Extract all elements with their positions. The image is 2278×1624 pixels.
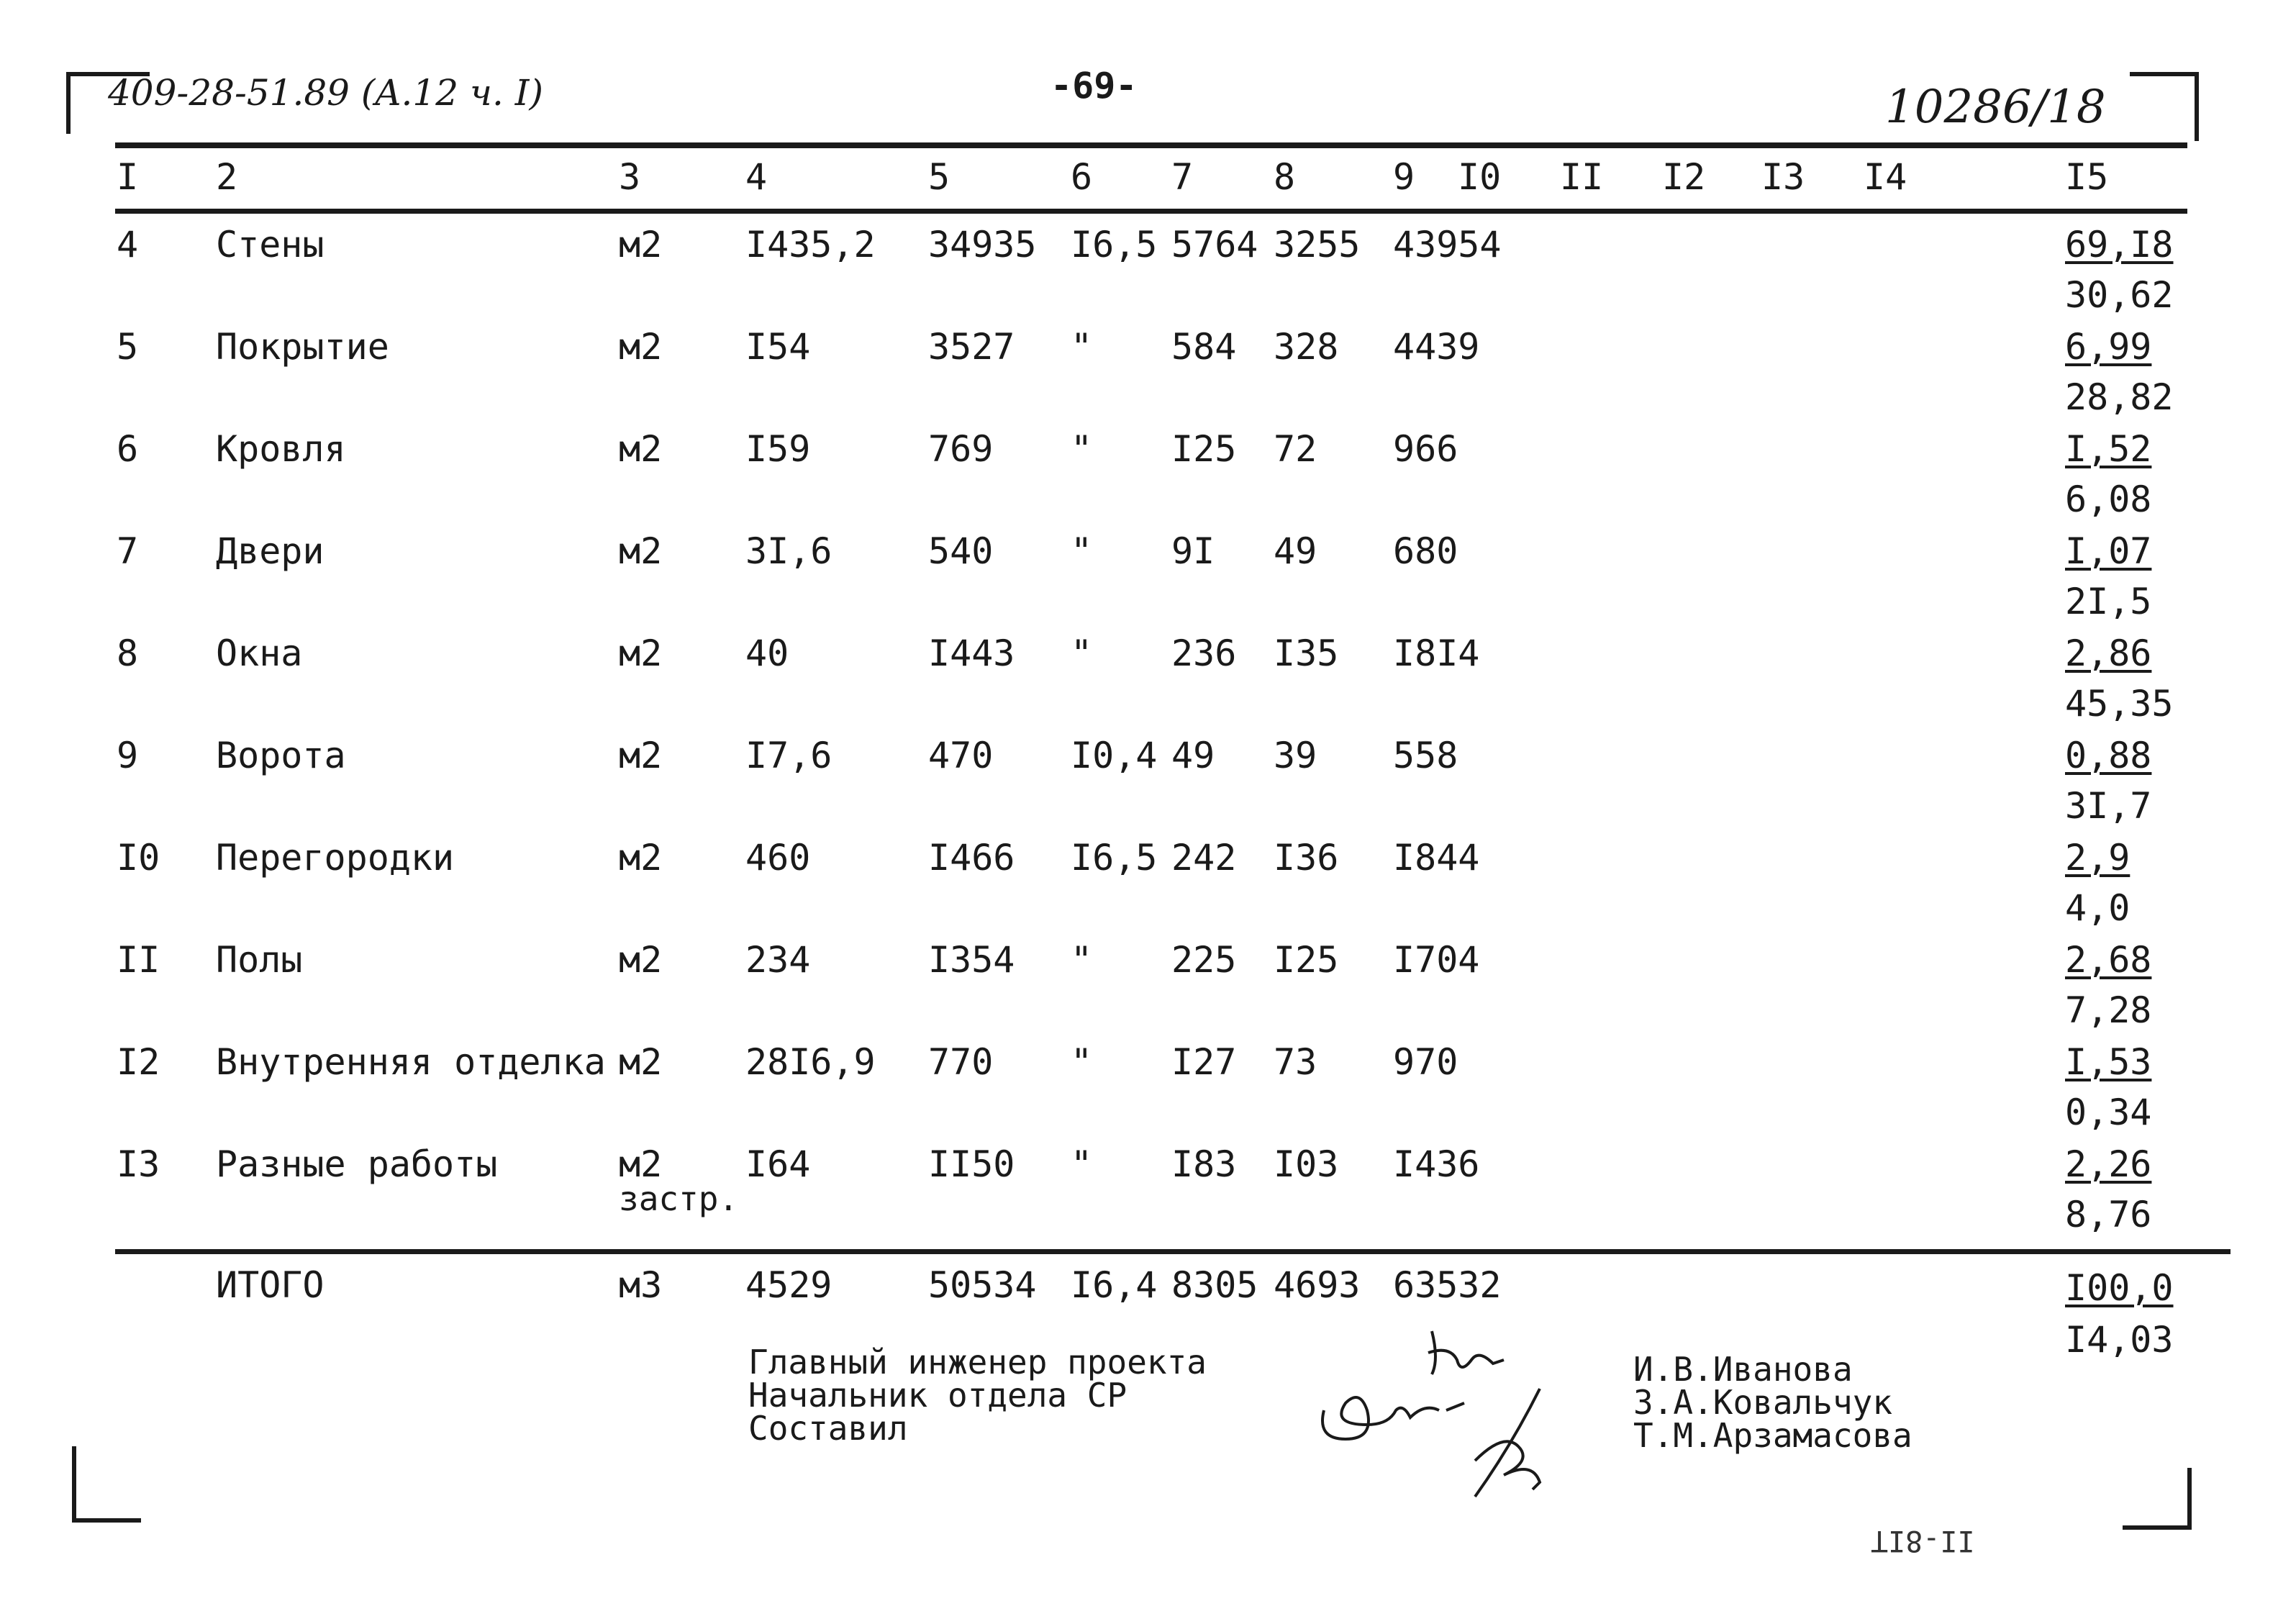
table-cell: " bbox=[1071, 326, 1093, 368]
share-percent-bottom: 7,28 bbox=[2065, 989, 2152, 1031]
item-unit-suffix: застр. bbox=[619, 1179, 739, 1218]
item-number: 5 bbox=[117, 326, 139, 368]
table-cell: " bbox=[1071, 632, 1093, 674]
item-unit: м2 bbox=[619, 837, 663, 879]
table-cell: I64 bbox=[745, 1143, 811, 1185]
table-cell: 40 bbox=[745, 632, 789, 674]
handwritten-signatures bbox=[1310, 1317, 1583, 1504]
column-header: 3 bbox=[619, 156, 641, 198]
table-cell: 34935 bbox=[928, 224, 1037, 266]
signature-title: Начальник отдела СР bbox=[748, 1376, 1127, 1415]
item-number: I2 bbox=[117, 1041, 160, 1083]
column-header-rule bbox=[115, 209, 2187, 214]
signature-names bbox=[1633, 1350, 1912, 1455]
table-cell: 9I bbox=[1171, 530, 1215, 572]
signature-titles bbox=[748, 1343, 1207, 1448]
table-cell: 558 bbox=[1393, 735, 1458, 776]
header-rule bbox=[115, 142, 2187, 148]
share-percent-top: 6,99 bbox=[2065, 326, 2152, 368]
signatory-name: Т.М.Арзамасова bbox=[1633, 1416, 1912, 1455]
table-cell: " bbox=[1071, 1143, 1093, 1185]
share-percent-bottom: 4,0 bbox=[2065, 887, 2130, 929]
table-cell: 328 bbox=[1274, 326, 1339, 368]
table-cell: 39 bbox=[1274, 735, 1317, 776]
table-cell: II50 bbox=[928, 1143, 1015, 1185]
table-cell: 584 bbox=[1171, 326, 1237, 368]
column-header: 5 bbox=[928, 156, 950, 198]
item-name: Ворота bbox=[216, 735, 346, 776]
item-number: 6 bbox=[117, 428, 139, 470]
share-percent-bottom: 3I,7 bbox=[2065, 785, 2152, 827]
table-cell: 49 bbox=[1274, 530, 1317, 572]
table-cell: 72 bbox=[1274, 428, 1317, 470]
document-reference: 409-28-51.89 (A.12 ч. I) bbox=[108, 72, 544, 114]
signatory-name: З.А.Ковальчук bbox=[1633, 1383, 1893, 1422]
table-cell: I8I4 bbox=[1393, 632, 1480, 674]
table-cell: I435,2 bbox=[745, 224, 876, 266]
column-header: I2 bbox=[1662, 156, 1706, 198]
table-cell: I704 bbox=[1393, 939, 1480, 981]
item-unit: м2 bbox=[619, 1041, 663, 1083]
table-cell: I0,4 bbox=[1071, 735, 1158, 776]
share-percent-top: I,07 bbox=[2065, 530, 2152, 572]
total-unit: м3 bbox=[619, 1264, 663, 1306]
item-unit: м2 bbox=[619, 632, 663, 674]
column-header: 4 bbox=[745, 156, 768, 198]
column-header: 7 bbox=[1171, 156, 1194, 198]
column-header: 2 bbox=[216, 156, 238, 198]
signature-title: Главный инженер проекта bbox=[748, 1343, 1207, 1382]
share-percent-bottom: 6,08 bbox=[2065, 478, 2152, 520]
item-number: I0 bbox=[117, 837, 160, 879]
item-unit: м2 bbox=[619, 1143, 663, 1185]
table-cell: 970 bbox=[1393, 1041, 1458, 1083]
share-percent-top: 2,68 bbox=[2065, 939, 2152, 981]
table-cell: 73 bbox=[1274, 1041, 1317, 1083]
item-unit: м2 bbox=[619, 530, 663, 572]
table-cell: I36 bbox=[1274, 837, 1339, 879]
signature-title: Составил bbox=[748, 1409, 908, 1448]
table-cell: 242 bbox=[1171, 837, 1237, 879]
item-name: Внутренняя отделка bbox=[216, 1041, 606, 1083]
table-cell: 966 bbox=[1393, 428, 1458, 470]
total-cell: 50534 bbox=[928, 1264, 1037, 1306]
column-header: I4 bbox=[1864, 156, 1907, 198]
share-percent-bottom: 8,76 bbox=[2065, 1194, 2152, 1235]
table-cell: 470 bbox=[928, 735, 994, 776]
table-cell: I6,5 bbox=[1071, 224, 1158, 266]
item-unit: м2 bbox=[619, 735, 663, 776]
table-cell: 236 bbox=[1171, 632, 1237, 674]
item-name: Двери bbox=[216, 530, 325, 572]
signatory-name: И.В.Иванова bbox=[1633, 1350, 1853, 1389]
item-number: 7 bbox=[117, 530, 139, 572]
total-cell: 4529 bbox=[745, 1264, 832, 1306]
item-name: Покрытие bbox=[216, 326, 389, 368]
table-cell: I27 bbox=[1171, 1041, 1237, 1083]
item-unit: м2 bbox=[619, 939, 663, 981]
column-header: 9 bbox=[1393, 156, 1415, 198]
column-header: II bbox=[1560, 156, 1604, 198]
table-cell: 3527 bbox=[928, 326, 1015, 368]
table-cell: " bbox=[1071, 939, 1093, 981]
table-cell: 5764 bbox=[1171, 224, 1258, 266]
table-cell: 680 bbox=[1393, 530, 1458, 572]
corner-mark-bottom-right bbox=[2123, 1468, 2192, 1530]
item-name: Перегородки bbox=[216, 837, 455, 879]
table-cell: " bbox=[1071, 428, 1093, 470]
corner-mark-top-right bbox=[2130, 72, 2199, 141]
table-cell: I03 bbox=[1274, 1143, 1339, 1185]
table-cell: I844 bbox=[1393, 837, 1480, 879]
share-percent-bottom: 28,82 bbox=[2065, 376, 2174, 418]
total-cell: 8305 bbox=[1171, 1264, 1258, 1306]
archive-number: 10286/18 bbox=[1885, 81, 2106, 134]
table-cell: 4439 bbox=[1393, 326, 1480, 368]
share-percent-top: I,52 bbox=[2065, 428, 2152, 470]
table-cell: I25 bbox=[1171, 428, 1237, 470]
inverted-stamp-code: II-8IT bbox=[1871, 1524, 1975, 1557]
share-percent-bottom: 0,34 bbox=[2065, 1092, 2152, 1133]
share-percent-bottom: 30,62 bbox=[2065, 274, 2174, 316]
table-cell: 3I,6 bbox=[745, 530, 832, 572]
share-percent-bottom: 45,35 bbox=[2065, 683, 2174, 725]
item-name: Разные работы bbox=[216, 1143, 498, 1185]
total-cell: 63532 bbox=[1393, 1264, 1502, 1306]
column-header: 8 bbox=[1274, 156, 1296, 198]
table-cell: I25 bbox=[1274, 939, 1339, 981]
table-cell: 769 bbox=[928, 428, 994, 470]
page-number: -69- bbox=[1050, 65, 1138, 106]
table-cell: I443 bbox=[928, 632, 1015, 674]
total-rule bbox=[115, 1249, 2231, 1254]
share-percent-top: 2,86 bbox=[2065, 632, 2152, 674]
item-number: 4 bbox=[117, 224, 139, 266]
total-share-bottom: I4,03 bbox=[2065, 1319, 2174, 1361]
total-cell: 4693 bbox=[1274, 1264, 1361, 1306]
table-cell: 234 bbox=[745, 939, 811, 981]
table-cell: I466 bbox=[928, 837, 1015, 879]
table-cell: I7,6 bbox=[745, 735, 832, 776]
table-cell: I436 bbox=[1393, 1143, 1480, 1185]
share-percent-top: 69,I8 bbox=[2065, 224, 2174, 266]
column-header: I5 bbox=[2065, 156, 2109, 198]
column-header: 6 bbox=[1071, 156, 1093, 198]
item-number: II bbox=[117, 939, 160, 981]
column-header: I bbox=[117, 156, 139, 198]
total-cell: I6,4 bbox=[1071, 1264, 1158, 1306]
item-unit: м2 bbox=[619, 326, 663, 368]
item-number: I3 bbox=[117, 1143, 160, 1185]
share-percent-top: 2,9 bbox=[2065, 837, 2130, 879]
item-name: Кровля bbox=[216, 428, 346, 470]
share-percent-top: 2,26 bbox=[2065, 1143, 2152, 1185]
table-cell: 540 bbox=[928, 530, 994, 572]
item-unit: м2 bbox=[619, 224, 663, 266]
column-header: I3 bbox=[1761, 156, 1805, 198]
table-cell: I35 bbox=[1274, 632, 1339, 674]
table-cell: 43954 bbox=[1393, 224, 1502, 266]
table-cell: I83 bbox=[1171, 1143, 1237, 1185]
total-share-top: I00,0 bbox=[2065, 1267, 2174, 1309]
item-number: 9 bbox=[117, 735, 139, 776]
table-cell: 3255 bbox=[1274, 224, 1361, 266]
table-cell: 770 bbox=[928, 1041, 994, 1083]
table-cell: I354 bbox=[928, 939, 1015, 981]
table-cell: 225 bbox=[1171, 939, 1237, 981]
share-percent-top: 0,88 bbox=[2065, 735, 2152, 776]
table-cell: 460 bbox=[745, 837, 811, 879]
table-cell: I6,5 bbox=[1071, 837, 1158, 879]
table-cell: 49 bbox=[1171, 735, 1215, 776]
item-unit: м2 bbox=[619, 428, 663, 470]
total-label: ИТОГО bbox=[216, 1264, 325, 1306]
table-cell: I59 bbox=[745, 428, 811, 470]
column-header: I0 bbox=[1458, 156, 1502, 198]
corner-mark-bottom-left bbox=[72, 1446, 141, 1523]
item-number: 8 bbox=[117, 632, 139, 674]
table-cell: " bbox=[1071, 530, 1093, 572]
table-cell: I54 bbox=[745, 326, 811, 368]
table-cell: " bbox=[1071, 1041, 1093, 1083]
item-name: Окна bbox=[216, 632, 303, 674]
item-name: Стены bbox=[216, 224, 325, 266]
item-name: Полы bbox=[216, 939, 303, 981]
table-cell: 28I6,9 bbox=[745, 1041, 876, 1083]
share-percent-bottom: 2I,5 bbox=[2065, 581, 2152, 622]
share-percent-top: I,53 bbox=[2065, 1041, 2152, 1083]
